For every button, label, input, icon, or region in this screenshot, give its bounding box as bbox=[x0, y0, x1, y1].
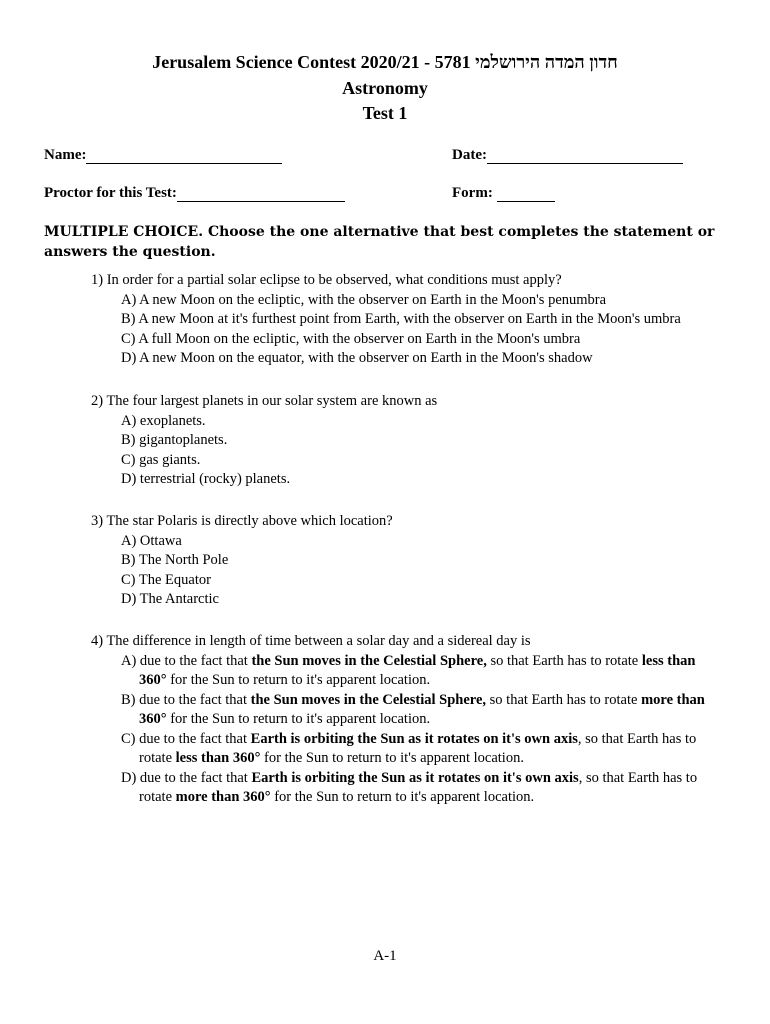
option-b[interactable]: B) gigantoplanets. bbox=[121, 432, 228, 448]
option-text: for the Sun to return to it's apparent location. bbox=[166, 711, 431, 727]
question-1 bbox=[91, 271, 731, 369]
question-stem: 2) The four largest planets in our solar system are known as bbox=[91, 393, 438, 409]
date-label: Date: bbox=[452, 147, 487, 163]
name-label: Name: bbox=[44, 147, 87, 163]
option-a[interactable]: A) Ottawa bbox=[121, 532, 182, 549]
option-bold-angle: more than 360° bbox=[175, 789, 271, 805]
name-field bbox=[44, 146, 282, 164]
option-bold-phrase: Earth is orbiting the Sun as it rotates on it's own axis bbox=[250, 730, 578, 747]
option-b[interactable]: B) The North Pole bbox=[121, 552, 229, 568]
question-stem: 3) The star Polaris is directly above which location? bbox=[91, 513, 393, 529]
option-d[interactable]: D) terrestrial (rocky) planets. bbox=[121, 471, 291, 487]
option-a[interactable]: A) exoplanets. bbox=[121, 412, 206, 429]
proctor-label: Proctor for this Test: bbox=[44, 185, 177, 201]
option-d[interactable] bbox=[109, 769, 721, 808]
contest-title: Jerusalem Science Contest 2020/21 - 5781 חדון המדה הירושלמי bbox=[152, 52, 618, 72]
option-text: , so that Earth has to rotate bbox=[139, 730, 697, 766]
test-title: Test 1 bbox=[362, 103, 408, 123]
option-d[interactable]: D) The Antarctic bbox=[121, 591, 219, 607]
proctor-field bbox=[44, 184, 345, 202]
option-bold-phrase: the Sun moves in the Celestial Sphere, bbox=[251, 652, 487, 669]
option-bold-phrase: Earth is orbiting the Sun as it rotates on it's own axis bbox=[251, 769, 579, 786]
form-field bbox=[452, 184, 555, 202]
option-bold-phrase: the Sun moves in the Celestial Sphere, bbox=[250, 691, 487, 708]
option-c[interactable] bbox=[109, 730, 721, 769]
form-blank[interactable] bbox=[497, 187, 555, 202]
option-b[interactable]: B) A new Moon at it's furthest point from Earth, with the observer on Earth in the Moon's umbra bbox=[121, 311, 681, 327]
option-text: for the Sun to return to it's apparent location. bbox=[166, 672, 431, 688]
option-text: so that Earth has to rotate bbox=[486, 652, 642, 669]
question-4 bbox=[91, 632, 721, 808]
option-text: A) due to the fact that bbox=[121, 652, 252, 669]
instructions: MULTIPLE CHOICE. Choose the one alternative that best completes the statement or answers the question. bbox=[44, 224, 715, 260]
option-text: B) due to the fact that bbox=[121, 691, 251, 708]
option-b[interactable] bbox=[109, 691, 721, 730]
option-d[interactable]: D) A new Moon on the equator, with the observer on Earth in the Moon's shadow bbox=[121, 350, 593, 366]
date-field bbox=[452, 146, 683, 164]
question-3 bbox=[91, 512, 731, 610]
option-text: C) due to the fact that bbox=[121, 730, 251, 747]
option-text: so that Earth has to rotate bbox=[486, 691, 642, 708]
form-label: Form: bbox=[452, 185, 493, 201]
option-text: D) due to the fact that bbox=[121, 769, 252, 786]
option-bold-angle: less than 360° bbox=[175, 750, 261, 766]
option-bold-angle: less than 360° bbox=[139, 652, 696, 688]
question-stem: 4) The difference in length of time between a solar day and a sidereal day is bbox=[91, 633, 531, 649]
question-2 bbox=[91, 392, 731, 490]
option-bold-angle: more than 360° bbox=[139, 691, 705, 727]
page-number: A-1 bbox=[373, 948, 397, 964]
name-blank[interactable] bbox=[86, 149, 282, 164]
date-blank[interactable] bbox=[487, 149, 683, 164]
question-stem: 1) In order for a partial solar eclipse to be observed, what conditions must apply? bbox=[91, 272, 562, 288]
option-text: , so that Earth has to rotate bbox=[139, 769, 698, 805]
option-text: for the Sun to return to it's apparent location. bbox=[270, 789, 535, 805]
option-c[interactable]: C) The Equator bbox=[121, 571, 211, 588]
option-c[interactable]: C) A full Moon on the ecliptic, with the observer on Earth in the Moon's umbra bbox=[121, 330, 581, 347]
option-a[interactable]: A) A new Moon on the ecliptic, with the observer on Earth in the Moon's penumbra bbox=[121, 291, 607, 308]
proctor-blank[interactable] bbox=[177, 187, 345, 202]
option-c[interactable]: C) gas giants. bbox=[121, 451, 201, 468]
subject-title: Astronomy bbox=[342, 78, 428, 98]
option-a[interactable] bbox=[109, 652, 721, 691]
option-text: for the Sun to return to it's apparent location. bbox=[260, 750, 524, 766]
